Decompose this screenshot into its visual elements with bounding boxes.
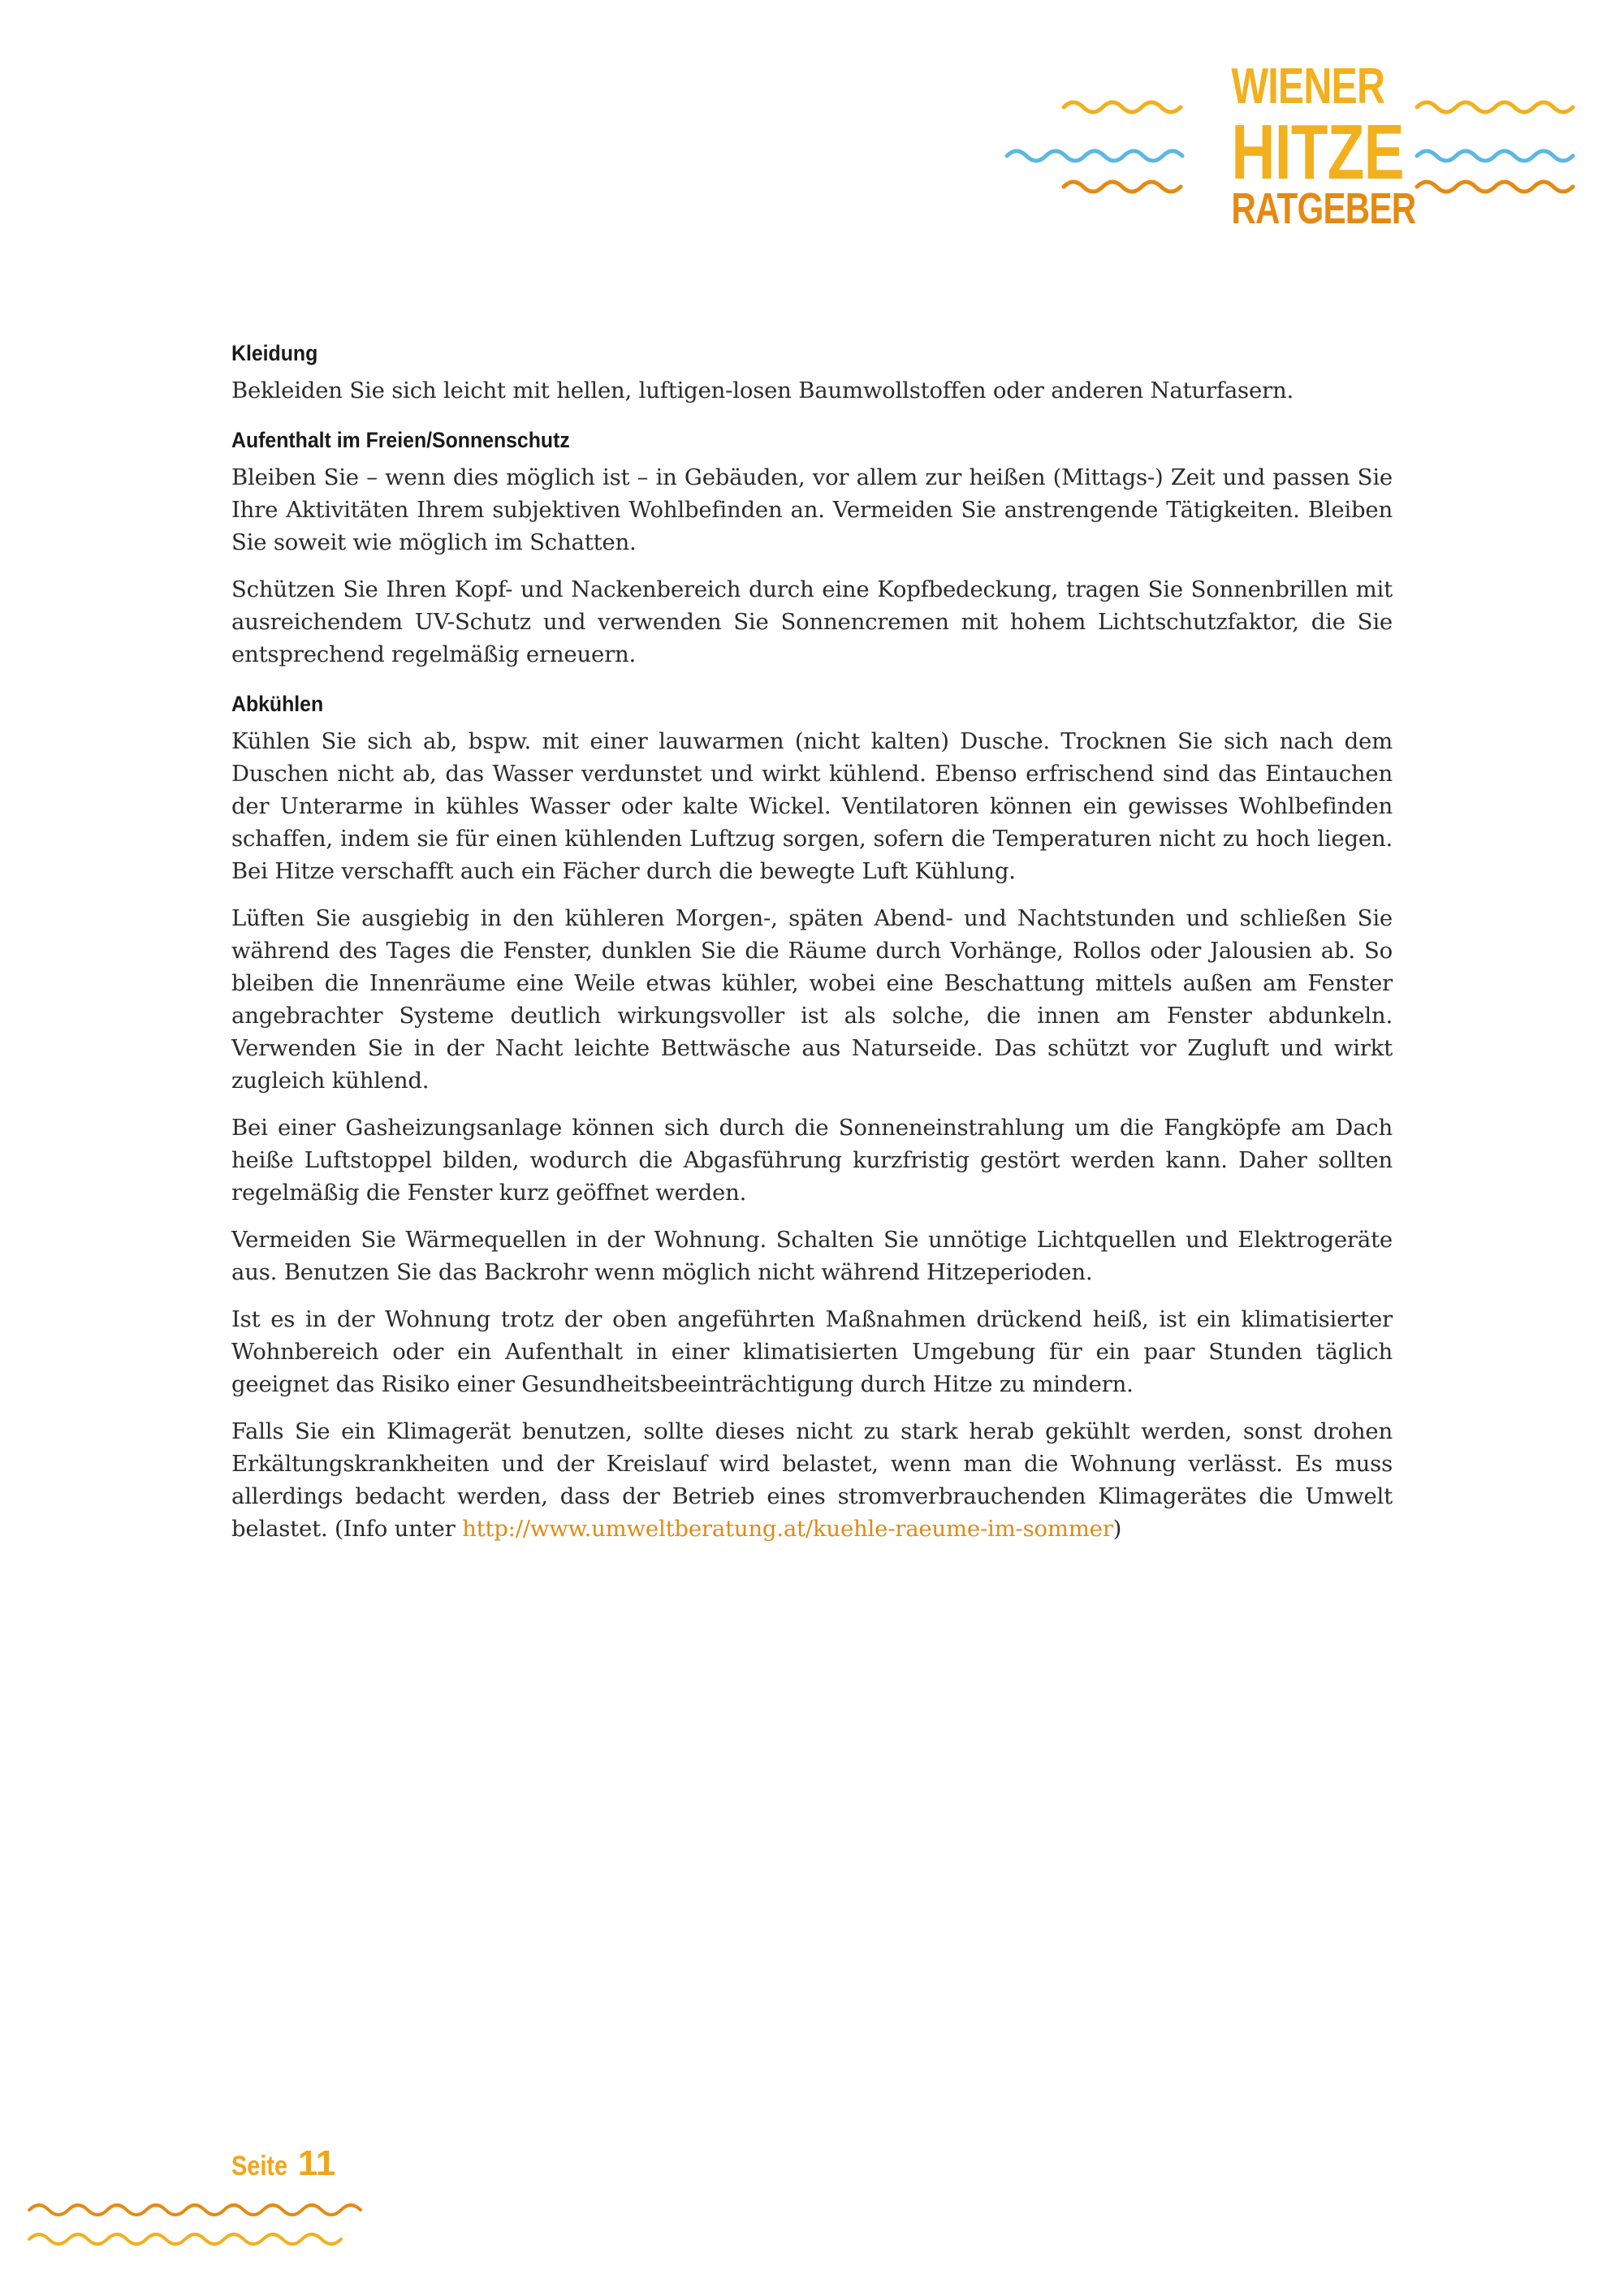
footer-wave-icon (24, 2192, 382, 2257)
paragraph: Schützen Sie Ihren Kopf- und Nackenbereich durch eine Kopfbedeckung, tragen Sie Sonnenbrillen mit ausreichendem UV-Schutz und verwenden Sie Sonnencremen mit hohem Lichtschutzfaktor, die Sie entsprechend regelmäßig erneuern. (231, 576, 1393, 667)
page-number (231, 2143, 335, 2184)
umweltberatung-link[interactable]: http://www.umweltberatung.at/kuehle-raeume-im-sommer (462, 1516, 1113, 1542)
section-kleidung (231, 341, 1393, 407)
section-heading: Abkühlen (231, 692, 324, 716)
paragraph: Bleiben Sie – wenn dies möglich ist – in Gebäuden, vor allem zur heißen (Mittags-) Zeit und passen Sie Ihre Aktivitäten Ihrem subjektiven Wohlbefinden an. Vermeiden Sie anstrengende Tätigkeiten. Bleiben Sie soweit wie möglich im Schatten. (231, 464, 1393, 555)
page-number-value: 11 (297, 2143, 336, 2183)
paragraph: Kühlen Sie sich ab, bspw. mit einer lauwarmen (nicht kalten) Dusche. Trocknen Sie sich nach dem Duschen nicht ab, das Wasser verdunstet und wirkt kühlend. Ebenso erfrischend sind das Eintauchen der Unterarme in kühles Wasser oder kalte Wickel. Ventilatoren können ein gewisses Wohlbefinden schaffen, indem sie für einen kühlenden Luftzug sorgen, sofern die Temperaturen nicht zu hoch liegen. Bei Hitze verschafft auch ein Fächer durch die bewegte Luft Kühlung. (231, 728, 1393, 884)
main-content (231, 341, 1393, 1560)
logo-line-hitze: HITZE (1231, 109, 1404, 196)
paragraph: Ist es in der Wohnung trotz der oben angeführten Maßnahmen drückend heiß, ist ein klimatisierter Wohnbereich oder ein Aufenthalt in einer klimatisierten Umgebung für ein paar Stunden täglich geeignet das Risiko einer Gesundheitsbeeinträchtigung durch Hitze zu mindern. (231, 1306, 1393, 1397)
section-heading: Kleidung (231, 341, 318, 365)
section-abkuehlen (231, 692, 1393, 1545)
paragraph: Lüften Sie ausgiebig in den kühleren Morgen-, späten Abend- und Nachtstunden und schließen Sie während des Tages die Fenster, dunklen Sie die Räume durch Vorhänge, Rollos oder Jalousien ab. So bleiben die Innenräume eine Weile etwas kühler, wobei eine Beschattung mittels außen am Fenster angebrachter Systeme deutlich wirkungsvoller ist als solche, die innen am Fenster abdunkeln. Verwenden Sie in der Nacht leichte Bettwäsche aus Naturseide. Das schützt vor Zugluft und wirkt zugleich kühlend. (231, 905, 1393, 1094)
wiener-hitze-ratgeber-logo (1210, 58, 1416, 233)
section-sonnenschutz (231, 428, 1393, 671)
paragraph: Bekleiden Sie sich leicht mit hellen, luftigen-losen Baumwollstoffen oder anderen Naturfasern. (231, 378, 1294, 404)
logo-line-wiener: WIENER (1231, 58, 1385, 114)
paragraph-closing: ) (1112, 1516, 1122, 1542)
paragraph-with-link (231, 1415, 1393, 1545)
logo-line-ratgeber: RATGEBER (1231, 184, 1416, 233)
paragraph: Bei einer Gasheizungsanlage können sich durch die Sonneneinstrahlung um die Fangköpfe am Dach heiße Luftstoppel bilden, wodurch die Abgasführung kurzfristig gestört werden kann. Daher sollten regelmäßig die Fenster kurz geöffnet werden. (231, 1115, 1393, 1206)
page-label: Seite (231, 2151, 288, 2182)
paragraph: Vermeiden Sie Wärmequellen in der Wohnung. Schalten Sie unnötige Lichtquellen und Elektrogeräte aus. Benutzen Sie das Backrohr wenn möglich nicht während Hitzeperioden. (231, 1227, 1393, 1285)
paragraph-text: Falls Sie ein Klimagerät benutzen, sollte dieses nicht zu stark herab gekühlt werden, sonst drohen Erkältungskrankheiten und der Kreislauf wird belastet, wenn man die Wohnung verlässt. Es muss allerdings bedacht werden, dass der Betrieb eines stromverbrauchenden Klimagerätes die Umwelt belastet. (Info unter (231, 1418, 1393, 1542)
section-heading: Aufenthalt im Freien/Sonnenschutz (231, 428, 570, 452)
